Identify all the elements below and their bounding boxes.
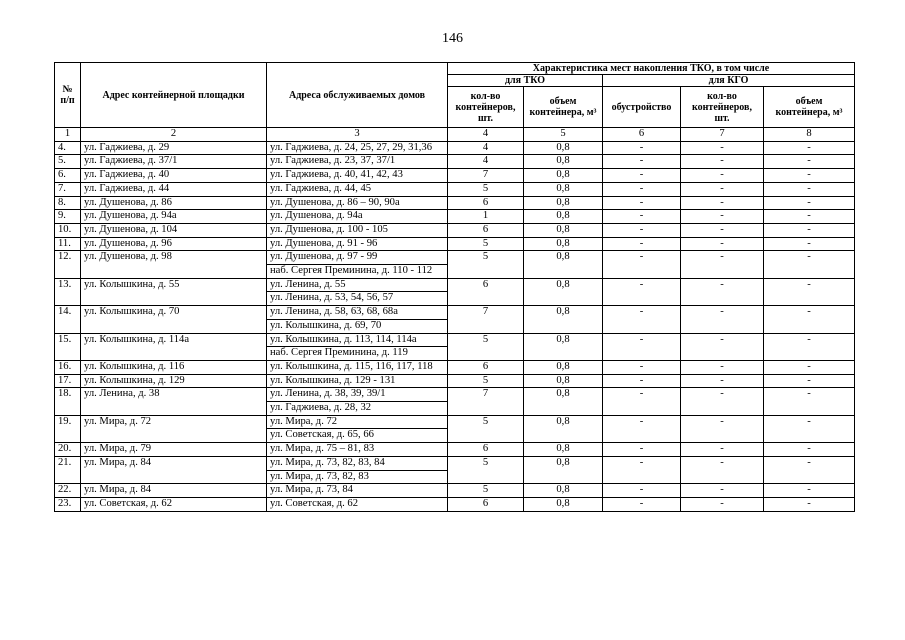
site-address: ул. Душенова, д. 104 [81, 223, 267, 237]
site-address: ул. Колышкина, д. 129 [81, 374, 267, 388]
served-houses: ул. Гаджиева, д. 23, 37, 37/1 [267, 155, 448, 169]
row-number: 10. [55, 223, 81, 237]
table-row [55, 196, 855, 210]
row-number: 11. [55, 237, 81, 251]
kgo-container-count: - [681, 182, 764, 196]
header-tko: для ТКО [448, 75, 603, 87]
column-numbers-row [55, 128, 855, 142]
tko-container-count: 6 [448, 497, 524, 511]
site-address: ул. Душенова, д. 96 [81, 237, 267, 251]
header-kgo-volume: объем контейнера, м³ [764, 87, 855, 128]
served-houses: ул. Ленина, д. 38, 39, 39/1 [267, 388, 448, 402]
tko-container-volume: 0,8 [524, 456, 603, 483]
header-kgo-facility: обустройство [603, 87, 681, 128]
header-address: Адрес контейнерной площадки [81, 63, 267, 128]
tko-container-volume: 0,8 [524, 169, 603, 183]
column-number: 1 [55, 128, 81, 142]
kgo-container-volume: - [764, 415, 855, 442]
table-body [55, 141, 855, 511]
tko-container-count: 5 [448, 484, 524, 498]
kgo-container-count: - [681, 333, 764, 360]
tko-container-volume: 0,8 [524, 278, 603, 305]
table-row [55, 360, 855, 374]
row-number: 12. [55, 251, 81, 278]
table-row [55, 456, 855, 470]
kgo-facility: - [603, 360, 681, 374]
kgo-container-volume: - [764, 251, 855, 278]
row-number: 9. [55, 210, 81, 224]
kgo-container-count: - [681, 278, 764, 305]
site-address: ул. Колышкина, д. 70 [81, 306, 267, 333]
site-address: ул. Душенова, д. 98 [81, 251, 267, 278]
kgo-container-count: - [681, 196, 764, 210]
row-number: 17. [55, 374, 81, 388]
table-row [55, 237, 855, 251]
table-row [55, 169, 855, 183]
served-houses: ул. Душенова, д. 86 – 90, 90а [267, 196, 448, 210]
kgo-facility: - [603, 223, 681, 237]
tko-container-volume: 0,8 [524, 374, 603, 388]
tko-container-volume: 0,8 [524, 251, 603, 278]
kgo-container-count: - [681, 141, 764, 155]
tko-container-count: 5 [448, 374, 524, 388]
site-address: ул. Колышкина, д. 116 [81, 360, 267, 374]
header-kgo-count: кол-во контейнеров, шт. [681, 87, 764, 128]
served-houses: ул. Гаджиева, д. 24, 25, 27, 29, 31,36 [267, 141, 448, 155]
kgo-container-volume: - [764, 388, 855, 415]
kgo-container-count: - [681, 374, 764, 388]
kgo-container-volume: - [764, 155, 855, 169]
table-row [55, 484, 855, 498]
table-row [55, 141, 855, 155]
tko-container-volume: 0,8 [524, 196, 603, 210]
table-row [55, 223, 855, 237]
table-row [55, 415, 855, 429]
tko-container-count: 6 [448, 196, 524, 210]
row-number: 15. [55, 333, 81, 360]
tko-container-count: 5 [448, 415, 524, 442]
served-houses: ул. Душенова, д. 94а [267, 210, 448, 224]
tko-container-count: 7 [448, 169, 524, 183]
kgo-container-count: - [681, 497, 764, 511]
kgo-facility: - [603, 443, 681, 457]
container-sites-table [54, 62, 855, 512]
row-number: 8. [55, 196, 81, 210]
kgo-facility: - [603, 182, 681, 196]
table-row [55, 210, 855, 224]
header-kgo: для КГО [603, 75, 855, 87]
kgo-facility: - [603, 210, 681, 224]
header-group: Характеристика мест накопления ТКО, в том числе [448, 63, 855, 75]
table-row [55, 497, 855, 511]
tko-container-volume: 0,8 [524, 484, 603, 498]
site-address: ул. Мира, д. 84 [81, 484, 267, 498]
column-number: 7 [681, 128, 764, 142]
header-tko-volume: объем контейнера, м³ [524, 87, 603, 128]
served-houses: ул. Советская, д. 65, 66 [267, 429, 448, 443]
kgo-container-count: - [681, 388, 764, 415]
kgo-container-volume: - [764, 169, 855, 183]
row-number: 21. [55, 456, 81, 483]
kgo-facility: - [603, 278, 681, 305]
row-number: 20. [55, 443, 81, 457]
served-houses: ул. Мира, д. 73, 82, 83, 84 [267, 456, 448, 470]
tko-container-volume: 0,8 [524, 443, 603, 457]
column-number: 5 [524, 128, 603, 142]
column-number: 2 [81, 128, 267, 142]
tko-container-count: 1 [448, 210, 524, 224]
served-houses: ул. Колышкина, д. 129 - 131 [267, 374, 448, 388]
served-houses: ул. Ленина, д. 55 [267, 278, 448, 292]
tko-container-count: 6 [448, 443, 524, 457]
kgo-container-volume: - [764, 333, 855, 360]
table-header [55, 63, 855, 142]
kgo-facility: - [603, 388, 681, 415]
kgo-container-count: - [681, 360, 764, 374]
row-number: 16. [55, 360, 81, 374]
served-houses: наб. Сергея Преминина, д. 119 [267, 347, 448, 361]
site-address: ул. Душенова, д. 94а [81, 210, 267, 224]
table-row [55, 374, 855, 388]
site-address: ул. Ленина, д. 38 [81, 388, 267, 415]
tko-container-count: 5 [448, 182, 524, 196]
kgo-container-volume: - [764, 443, 855, 457]
kgo-container-volume: - [764, 196, 855, 210]
kgo-facility: - [603, 456, 681, 483]
served-houses: ул. Душенова, д. 97 - 99 [267, 251, 448, 265]
served-houses: ул. Мира, д. 72 [267, 415, 448, 429]
kgo-container-count: - [681, 443, 764, 457]
served-houses: наб. Сергея Преминина, д. 110 - 112 [267, 265, 448, 279]
tko-container-count: 6 [448, 223, 524, 237]
kgo-facility: - [603, 415, 681, 442]
tko-container-volume: 0,8 [524, 360, 603, 374]
table-row [55, 443, 855, 457]
kgo-container-volume: - [764, 237, 855, 251]
row-number: 23. [55, 497, 81, 511]
served-houses: ул. Ленина, д. 58, 63, 68, 68а [267, 306, 448, 320]
kgo-container-volume: - [764, 141, 855, 155]
tko-container-count: 4 [448, 141, 524, 155]
kgo-facility: - [603, 169, 681, 183]
kgo-container-count: - [681, 155, 764, 169]
site-address: ул. Гаджиева, д. 37/1 [81, 155, 267, 169]
tko-container-volume: 0,8 [524, 223, 603, 237]
served-houses: ул. Гаджиева, д. 28, 32 [267, 402, 448, 416]
served-houses: ул. Колышкина, д. 115, 116, 117, 118 [267, 360, 448, 374]
row-number: 14. [55, 306, 81, 333]
kgo-facility: - [603, 196, 681, 210]
kgo-facility: - [603, 333, 681, 360]
kgo-container-count: - [681, 415, 764, 442]
row-number: 19. [55, 415, 81, 442]
column-number: 3 [267, 128, 448, 142]
table-row [55, 251, 855, 265]
served-houses: ул. Мира, д. 73, 82, 83 [267, 470, 448, 484]
table-row [55, 278, 855, 292]
tko-container-count: 7 [448, 388, 524, 415]
kgo-container-count: - [681, 210, 764, 224]
served-houses: ул. Душенова, д. 91 - 96 [267, 237, 448, 251]
served-houses: ул. Колышкина, д. 69, 70 [267, 319, 448, 333]
tko-container-volume: 0,8 [524, 141, 603, 155]
tko-container-volume: 0,8 [524, 155, 603, 169]
kgo-container-count: - [681, 484, 764, 498]
tko-container-count: 5 [448, 237, 524, 251]
header-num: № п/п [55, 63, 81, 128]
served-houses: ул. Мира, д. 73, 84 [267, 484, 448, 498]
row-number: 6. [55, 169, 81, 183]
kgo-container-count: - [681, 223, 764, 237]
kgo-container-volume: - [764, 497, 855, 511]
kgo-facility: - [603, 497, 681, 511]
kgo-container-volume: - [764, 182, 855, 196]
site-address: ул. Мира, д. 84 [81, 456, 267, 483]
kgo-facility: - [603, 155, 681, 169]
site-address: ул. Советская, д. 62 [81, 497, 267, 511]
column-number: 8 [764, 128, 855, 142]
kgo-facility: - [603, 374, 681, 388]
tko-container-count: 4 [448, 155, 524, 169]
column-number: 4 [448, 128, 524, 142]
served-houses: ул. Советская, д. 62 [267, 497, 448, 511]
row-number: 13. [55, 278, 81, 305]
served-houses: ул. Гаджиева, д. 40, 41, 42, 43 [267, 169, 448, 183]
kgo-facility: - [603, 484, 681, 498]
kgo-container-count: - [681, 251, 764, 278]
kgo-facility: - [603, 251, 681, 278]
served-houses: ул. Ленина, д. 53, 54, 56, 57 [267, 292, 448, 306]
tko-container-count: 5 [448, 456, 524, 483]
site-address: ул. Колышкина, д. 55 [81, 278, 267, 305]
site-address: ул. Мира, д. 79 [81, 443, 267, 457]
served-houses: ул. Мира, д. 75 – 81, 83 [267, 443, 448, 457]
kgo-container-volume: - [764, 223, 855, 237]
tko-container-count: 7 [448, 306, 524, 333]
row-number: 5. [55, 155, 81, 169]
tko-container-volume: 0,8 [524, 415, 603, 442]
kgo-container-volume: - [764, 360, 855, 374]
table-row [55, 388, 855, 402]
served-houses: ул. Колышкина, д. 113, 114, 114а [267, 333, 448, 347]
row-number: 4. [55, 141, 81, 155]
tko-container-count: 5 [448, 333, 524, 360]
kgo-container-volume: - [764, 374, 855, 388]
row-number: 7. [55, 182, 81, 196]
tko-container-volume: 0,8 [524, 210, 603, 224]
tko-container-count: 6 [448, 360, 524, 374]
column-number: 6 [603, 128, 681, 142]
site-address: ул. Гаджиева, д. 40 [81, 169, 267, 183]
table-row [55, 306, 855, 320]
row-number: 18. [55, 388, 81, 415]
row-number: 22. [55, 484, 81, 498]
kgo-container-count: - [681, 237, 764, 251]
tko-container-volume: 0,8 [524, 182, 603, 196]
tko-container-volume: 0,8 [524, 333, 603, 360]
served-houses: ул. Гаджиева, д. 44, 45 [267, 182, 448, 196]
header-houses: Адреса обслуживаемых домов [267, 63, 448, 128]
kgo-container-count: - [681, 169, 764, 183]
site-address: ул. Душенова, д. 86 [81, 196, 267, 210]
table-row [55, 182, 855, 196]
tko-container-volume: 0,8 [524, 237, 603, 251]
kgo-container-count: - [681, 306, 764, 333]
kgo-container-volume: - [764, 278, 855, 305]
site-address: ул. Колышкина, д. 114а [81, 333, 267, 360]
site-address: ул. Мира, д. 72 [81, 415, 267, 442]
table-row [55, 333, 855, 347]
table-row [55, 155, 855, 169]
kgo-container-volume: - [764, 484, 855, 498]
site-address: ул. Гаджиева, д. 29 [81, 141, 267, 155]
kgo-container-volume: - [764, 456, 855, 483]
kgo-facility: - [603, 306, 681, 333]
tko-container-volume: 0,8 [524, 306, 603, 333]
kgo-container-volume: - [764, 306, 855, 333]
kgo-container-volume: - [764, 210, 855, 224]
site-address: ул. Гаджиева, д. 44 [81, 182, 267, 196]
served-houses: ул. Душенова, д. 100 - 105 [267, 223, 448, 237]
tko-container-count: 5 [448, 251, 524, 278]
page-number: 146 [442, 31, 463, 46]
kgo-facility: - [603, 141, 681, 155]
tko-container-count: 6 [448, 278, 524, 305]
tko-container-volume: 0,8 [524, 497, 603, 511]
kgo-facility: - [603, 237, 681, 251]
kgo-container-count: - [681, 456, 764, 483]
tko-container-volume: 0,8 [524, 388, 603, 415]
header-tko-count: кол-во контейнеров, шт. [448, 87, 524, 128]
